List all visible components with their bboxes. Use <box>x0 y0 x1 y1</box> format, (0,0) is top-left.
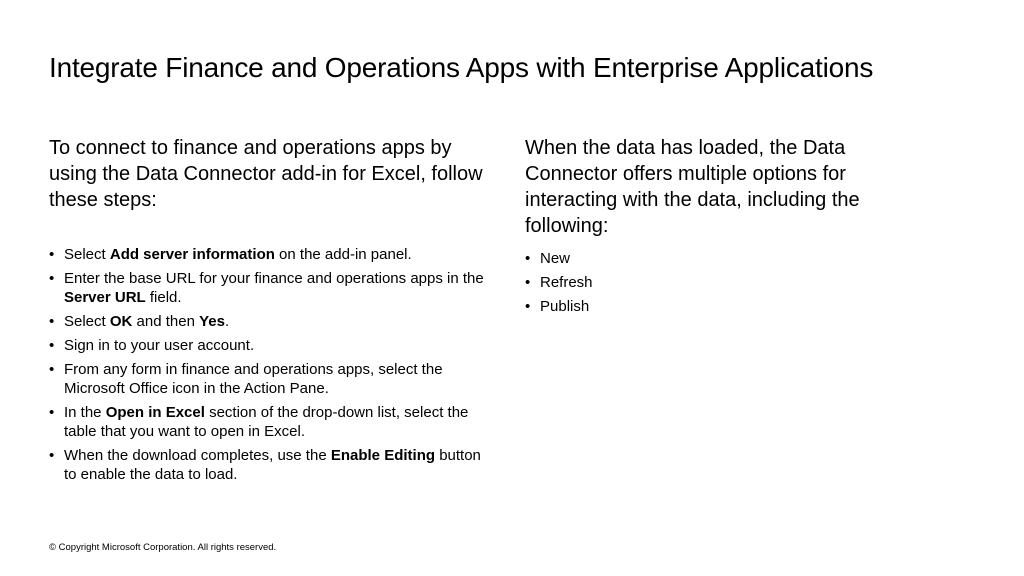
step-item: • Enter the base URL for your finance and operations apps in the Server URL field. <box>49 269 489 307</box>
step-item: • In the Open in Excel section of the drop-down list, select the table that you want to open in Excel. <box>49 403 489 441</box>
steps-column <box>49 135 489 489</box>
steps-list <box>49 245 489 484</box>
step-item: • When the download completes, use the Enable Editing button to enable the data to load. <box>49 446 489 484</box>
step-item: • From any form in finance and operations apps, select the Microsoft Office icon in the Action Pane. <box>49 360 489 398</box>
options-column <box>525 135 925 321</box>
option-item: • Publish <box>525 297 925 316</box>
option-item: • New <box>525 249 925 268</box>
slide-title: Integrate Finance and Operations Apps with Enterprise Applications <box>49 52 874 83</box>
options-list <box>525 249 925 316</box>
step-item: • Sign in to your user account. <box>49 336 489 355</box>
option-item: • Refresh <box>525 273 925 292</box>
options-heading: When the data has loaded, the Data Connector offers multiple options for interacting with the data, including the following: <box>525 137 860 237</box>
steps-heading: To connect to finance and operations apps by using the Data Connector add-in for Excel, follow these steps: <box>49 137 483 211</box>
step-item: • Select Add server information on the add-in panel. <box>49 245 489 264</box>
step-item: • Select OK and then Yes. <box>49 312 489 331</box>
copyright-notice: © Copyright Microsoft Corporation. All rights reserved. <box>49 542 277 553</box>
